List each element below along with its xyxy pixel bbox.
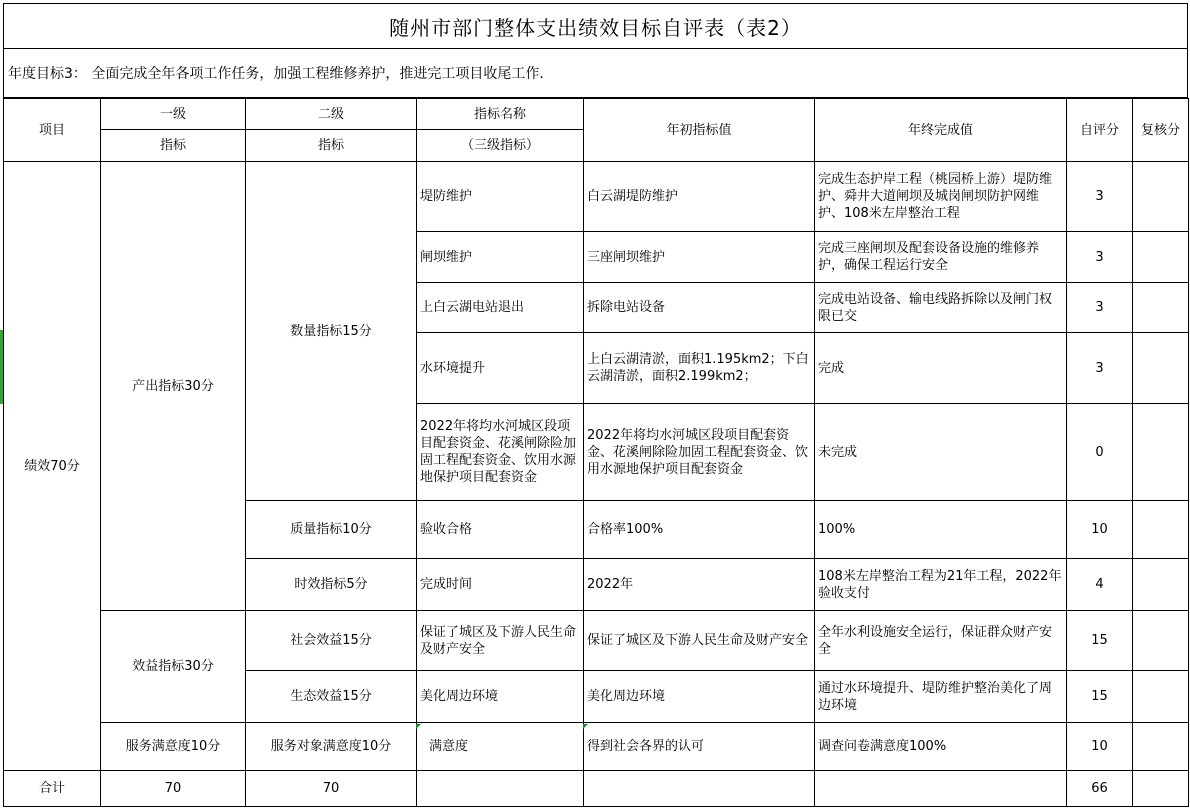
row-selection-marker xyxy=(0,330,3,404)
row-final: 100% xyxy=(815,501,1067,559)
table-row xyxy=(4,162,1189,232)
row-review-score xyxy=(1133,404,1189,501)
header-initial: 年初指标值 xyxy=(584,99,815,162)
row-initial: 拆除电站设备 xyxy=(584,283,815,333)
row-initial: 保证了城区及下游人民生命及财产安全 xyxy=(584,611,815,671)
header-review: 复核分 xyxy=(1133,99,1189,162)
row-review-score xyxy=(1133,559,1189,611)
row-name: 保证了城区及下游人民生命及财产安全 xyxy=(417,611,584,671)
row-self-score: 3 xyxy=(1067,162,1133,232)
total-level2: 70 xyxy=(246,771,417,807)
row-initial: 三座闸坝维护 xyxy=(584,232,815,283)
header-project: 项目 xyxy=(4,99,101,162)
row-initial: 白云湖堤防维护 xyxy=(584,162,815,232)
row-initial: 得到社会各界的认可 xyxy=(584,723,815,771)
row-name: 2022年将均水河城区段项目配套资金、花溪闸除险加固工程配套资金、饮用水源地保护项目配套资金 xyxy=(417,404,584,501)
total-self-score: 66 xyxy=(1067,771,1133,807)
sheet-title: 随州市部门整体支出绩效目标自评表（表2） xyxy=(3,3,1188,49)
header-name: 指标名称 xyxy=(417,99,584,130)
row-initial: 上白云湖清淤，面积1.195km2；下白云湖清淤，面积2.199km2； xyxy=(584,333,815,404)
header-row-1 xyxy=(4,99,1189,130)
group-quantity: 数量指标15分 xyxy=(246,162,417,501)
row-final: 完成电站设备、输电线路拆除以及闸门权限已交 xyxy=(815,283,1067,333)
row-review-score xyxy=(1133,671,1189,723)
row-review-score xyxy=(1133,232,1189,283)
row-self-score: 4 xyxy=(1067,559,1133,611)
group-eco: 生态效益15分 xyxy=(246,671,417,723)
row-final: 未完成 xyxy=(815,404,1067,501)
row-name: 满意度 xyxy=(417,723,584,771)
row-review-score xyxy=(1133,611,1189,671)
total-review-score xyxy=(1133,771,1189,807)
row-final: 通过水环境提升、堤防维护整治美化了周边环境 xyxy=(815,671,1067,723)
total-level1: 70 xyxy=(101,771,246,807)
cell-comment-marker xyxy=(583,724,588,729)
group-service-object: 服务对象满意度10分 xyxy=(246,723,417,771)
row-review-score xyxy=(1133,283,1189,333)
row-review-score xyxy=(1133,333,1189,404)
row-self-score: 15 xyxy=(1067,611,1133,671)
row-self-score: 10 xyxy=(1067,501,1133,559)
group-social: 社会效益15分 xyxy=(246,611,417,671)
row-self-score: 15 xyxy=(1067,671,1133,723)
row-name: 美化周边环境 xyxy=(417,671,584,723)
header-name-sub: （三级指标） xyxy=(417,130,584,162)
header-level2-sub: 指标 xyxy=(246,130,417,162)
row-self-score: 3 xyxy=(1067,232,1133,283)
row-final: 调查问卷满意度100% xyxy=(815,723,1067,771)
total-initial xyxy=(584,771,815,807)
group-service: 服务满意度10分 xyxy=(101,723,246,771)
row-initial: 2022年将均水河城区段项目配套资金、花溪闸除险加固工程配套资金、饮用水源地保护项目配套资金 xyxy=(584,404,815,501)
assessment-table xyxy=(3,98,1189,807)
group-output: 产出指标30分 xyxy=(101,162,246,611)
header-level1: 一级 xyxy=(101,99,246,130)
row-final: 完成生态护岸工程（桃园桥上游）堤防维护、舜井大道闸坝及城岗闸坝防护网维护、108米左岸整治工程 xyxy=(815,162,1067,232)
row-self-score: 3 xyxy=(1067,333,1133,404)
table-row xyxy=(4,611,1189,671)
group-time: 时效指标5分 xyxy=(246,559,417,611)
row-name: 堤防维护 xyxy=(417,162,584,232)
group-quality: 质量指标10分 xyxy=(246,501,417,559)
row-final: 全年水利设施安全运行，保证群众财产安全 xyxy=(815,611,1067,671)
row-initial: 2022年 xyxy=(584,559,815,611)
row-name: 验收合格 xyxy=(417,501,584,559)
row-name: 水环境提升 xyxy=(417,333,584,404)
header-level1-sub: 指标 xyxy=(101,130,246,162)
group-performance: 绩效70分 xyxy=(4,162,101,771)
total-name xyxy=(417,771,584,807)
row-self-score: 0 xyxy=(1067,404,1133,501)
total-final xyxy=(815,771,1067,807)
header-final: 年终完成值 xyxy=(815,99,1067,162)
row-name: 上白云湖电站退出 xyxy=(417,283,584,333)
row-name: 完成时间 xyxy=(417,559,584,611)
row-review-score xyxy=(1133,723,1189,771)
row-final: 完成三座闸坝及配套设备设施的维修养护，确保工程运行安全 xyxy=(815,232,1067,283)
annual-goal: 年度目标3： 全面完成全年各项工作任务，加强工程维修养护，推进完工项目收尾工作. xyxy=(3,49,1188,98)
total-label: 合计 xyxy=(4,771,101,807)
header-level2: 二级 xyxy=(246,99,417,130)
row-self-score: 3 xyxy=(1067,283,1133,333)
cell-comment-marker xyxy=(416,724,421,729)
row-final: 完成 xyxy=(815,333,1067,404)
row-initial: 合格率100% xyxy=(584,501,815,559)
header-self: 自评分 xyxy=(1067,99,1133,162)
row-review-score xyxy=(1133,501,1189,559)
table-row xyxy=(4,723,1189,771)
row-name: 闸坝维护 xyxy=(417,232,584,283)
row-final: 108米左岸整治工程为21年工程，2022年验收支付 xyxy=(815,559,1067,611)
row-self-score: 10 xyxy=(1067,723,1133,771)
group-benefit: 效益指标30分 xyxy=(101,611,246,723)
total-row xyxy=(4,771,1189,807)
row-initial: 美化周边环境 xyxy=(584,671,815,723)
row-review-score xyxy=(1133,162,1189,232)
